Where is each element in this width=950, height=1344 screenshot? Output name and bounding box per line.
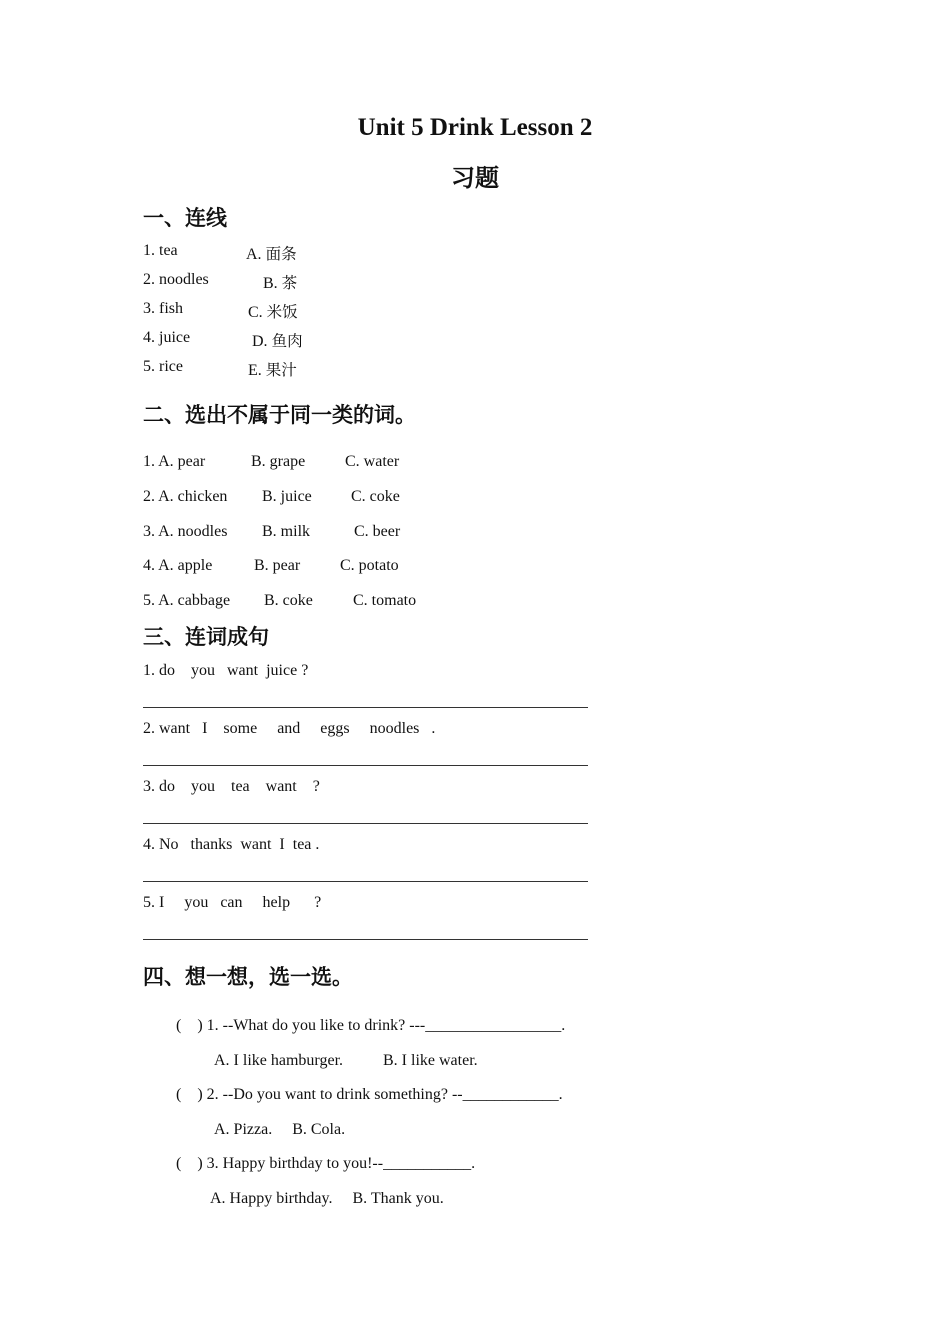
choice-c: C. beer [354, 523, 401, 540]
choice-b: B. grape [251, 453, 306, 470]
match-left-item: 2. noodles [143, 271, 209, 288]
match-right-item: E. 果汁 [248, 361, 297, 379]
match-right-item: A. 面条 [246, 245, 297, 263]
answer-line [143, 707, 588, 708]
match-right-item: B. 茶 [263, 274, 298, 292]
section1-heading: 一、连线 [143, 206, 227, 230]
answer-line [143, 881, 588, 882]
choice-c: C. water [345, 453, 400, 470]
match-left-item: 5. rice [143, 358, 183, 375]
choice-c: C. potato [340, 557, 399, 574]
section2-heading: 二、选出不属于同一类的词。 [143, 403, 416, 427]
question-options: A. Pizza. B. Cola. [214, 1121, 346, 1138]
match-right-item: D. 鱼肉 [252, 332, 303, 350]
choice-a: 5. A. cabbage [143, 592, 231, 609]
choice-c: C. tomato [353, 592, 417, 609]
scrambled-sentence: 5. I you can help ? [143, 894, 322, 911]
answer-line [143, 823, 588, 824]
section3-heading: 三、连词成句 [143, 625, 269, 649]
page-subtitle: 习题 [451, 164, 499, 192]
choice-b: B. juice [262, 488, 312, 505]
section4-heading: 四、想一想，选一选。 [143, 965, 353, 989]
match-left-item: 3. fish [143, 300, 183, 317]
choice-b: B. milk [262, 523, 311, 540]
match-left-item: 4. juice [143, 329, 191, 346]
scrambled-sentence: 2. want I some and eggs noodles . [143, 720, 436, 737]
choice-a: 1. A. pear [143, 453, 206, 470]
answer-line [143, 765, 588, 766]
choice-a: 4. A. apple [143, 557, 213, 574]
question-options: A. I like hamburger. B. I like water. [214, 1052, 478, 1069]
question: ( ) 1. --What do you like to drink? ---_________________. [176, 1017, 566, 1034]
choice-a: 3. A. noodles [143, 523, 228, 540]
question: ( ) 2. --Do you want to drink something? --____________. [176, 1086, 563, 1103]
choice-b: B. pear [254, 557, 301, 574]
page-title: Unit 5 Drink Lesson 2 [357, 114, 593, 141]
choice-c: C. coke [351, 488, 400, 505]
match-left-item: 1. tea [143, 242, 178, 259]
scrambled-sentence: 1. do you want juice ? [143, 662, 309, 679]
match-right-item: C. 米饭 [248, 303, 298, 321]
question: ( ) 3. Happy birthday to you!--___________. [176, 1155, 476, 1172]
scrambled-sentence: 4. No thanks want I tea . [143, 836, 320, 853]
choice-a: 2. A. chicken [143, 488, 228, 505]
choice-b: B. coke [264, 592, 313, 609]
answer-line [143, 939, 588, 940]
question-options: A. Happy birthday. B. Thank you. [210, 1190, 444, 1207]
scrambled-sentence: 3. do you tea want ? [143, 778, 320, 795]
